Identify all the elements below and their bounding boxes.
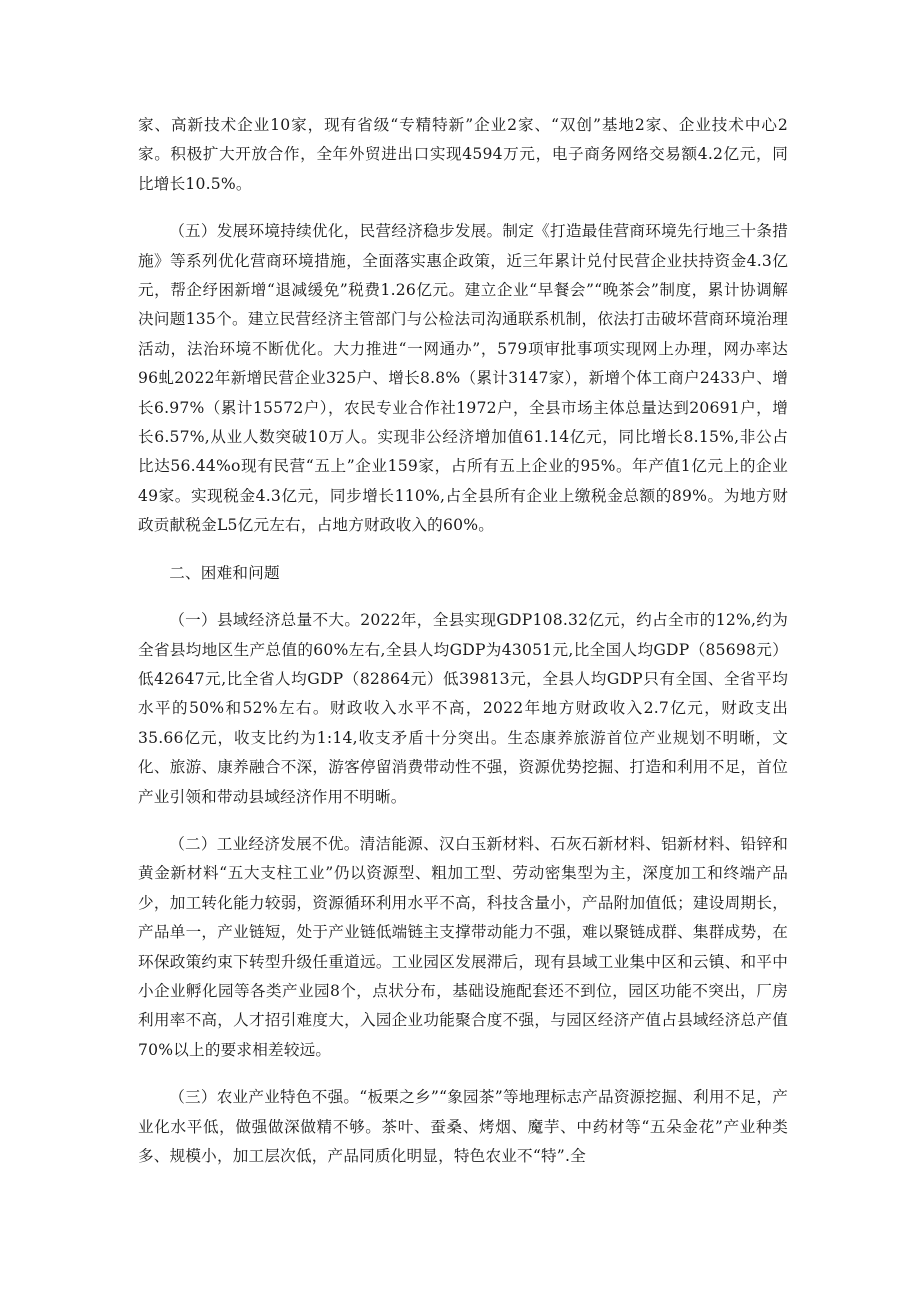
paragraph-continued: 家、高新技术企业10家，现有省级“专精特新”企业2家、“双创”基地2家、企业技术中心2家。积极扩大开放合作，全年外贸进出口实现4594万元，电子商务网络交易额4.2亿元，同比增长10.5%。: [138, 116, 788, 193]
document-body: [138, 111, 788, 1171]
section-heading-difficulties: 二、困难和问题: [169, 563, 280, 582]
paragraph-county-economy: （一）县域经济总量不大。2022年，全县实现GDP108.32亿元，约占全市的12%,约为全省县均地区生产总值的60%左右,全县人均GDP为43051元,比全国人均GDP（85698元）低42647元,比全省人均GDP（82864元）低39813元，全县人均GDP只有全国、全省平均水平的50%和52%左右。财政收入水平不高，2022年地方财政收入2.7亿元，财政支出35.66亿元，收支比约为1:14,收支矛盾十分突出。生态康养旅游首位产业规划不明晰，文化、旅游、康养融合不深，游客停留消费带动性不强，资源优势挖掘、打造和利用不足，首位产业引领和带动县域经济作用不明晰。: [138, 611, 788, 806]
paragraph-agriculture: （三）农业产业特色不强。“板栗之乡”“象园茶”等地理标志产品资源挖掘、利用不足，产业化水平低，做强做深做精不够。茶叶、蚕桑、烤烟、魔芋、中药材等“五朵金花”产业种类多、规模小，加工层次低，产品同质化明显，特色农业不“特”.全: [138, 1088, 788, 1165]
paragraph-industrial-economy: （二）工业经济发展不优。清洁能源、汉白玉新材料、石灰石新材料、铝新材料、铅锌和黄金新材料“五大支柱工业”仍以资源型、粗加工型、劳动密集型为主，深度加工和终端产品少，加工转化能力较弱，资源循环利用水平不高，科技含量小，产品附加值低；建设周期长，产品单一，产业链短，处于产业链低端链主支撑带动能力不强，难以聚链成群、集群成势，在环保政策约束下转型升级任重道远。工业园区发展滞后，现有县域工业集中区和云镇、和平中小企业孵化园等各类产业园8个，点状分布，基础设施配套还不到位，园区功能不突出，厂房利用率不高，人才招引难度大，入园企业功能聚合度不强，与园区经济产值占县域经济总产值70%以上的要求相差较远。: [138, 834, 788, 1059]
paragraph-business-environment: （五）发展环境持续优化，民营经济稳步发展。制定《打造最佳营商环境先行地三十条措施》等系列优化营商环境措施，全面落实惠企政策，近三年累计兑付民营企业扶持资金4.3亿元，帮企纾困新增“退减缓免”税费1.26亿元。建立企业“早餐会”“晚茶会”制度，累计协调解决问题135个。建立民营经济主管部门与公检法司沟通联系机制，依法打击破坏营商环境治理活动，法治环境不断优化。大力推进“一网通办”，579项审批事项实现网上办理，网办率达96虬2022年新增民营企业325户、增长8.8%（累计3147家），新增个体工商户2433户、增长6.97%（累计15572户），农民专业合作社1972户，全县市场主体总量达到20691户，增长6.57%,从业人数突破10万人。实现非公经济增加值61.14亿元，同比增长8.15%,非公占比达56.44%o现有民营“五上”企业159家，占所有五上企业的95%。年产值1亿元上的企业49家。实现税金4.3亿元，同步增长110%,占全县所有企业上缴税金总额的89%。为地方财政贡献税金L5亿元左右，占地方财政收入的60%。: [138, 222, 788, 535]
